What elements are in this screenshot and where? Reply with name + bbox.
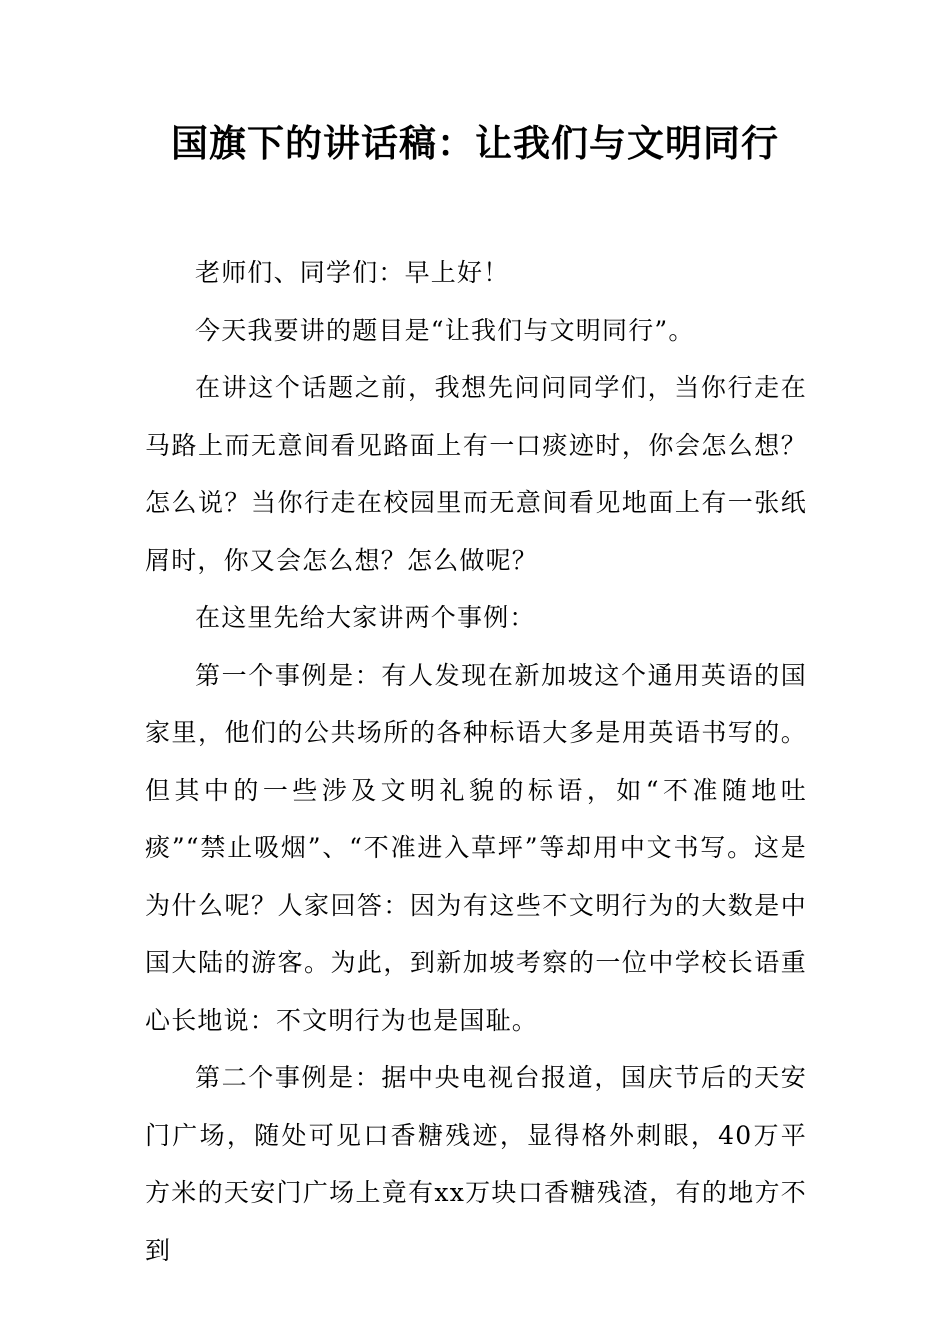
paragraph-question: 在讲这个话题之前，我想先问问同学们，当你行走在马路上而无意间看见路面上有一口痰迹时，你会怎么想？怎么说？当你行走在校园里而无意间看见地面上有一张纸屑时，你又会怎么想？怎么做呢？ bbox=[145, 373, 807, 575]
paragraph-topic: 今天我要讲的题目是“让我们与文明同行”。 bbox=[195, 315, 695, 345]
paragraph-example-one: 第一个事例是：有人发现在新加坡这个通用英语的国家里，他们的公共场所的各种标语大多是用英语书写的。但其中的一些涉及文明礼貌的标语，如“不准随地吐痰”“禁止吸烟”、“不准进入草坪”等却用中文书写。这是为什么呢？人家回答：因为有这些不文明行为的大数是中国大陆的游客。为此，到新加坡考察的一位中学校长语重心长地说：不文明行为也是国耻。 bbox=[145, 660, 807, 1035]
paragraph-greeting: 老师们、同学们：早上好！ bbox=[195, 258, 510, 287]
paragraph-intro-examples: 在这里先给大家讲两个事例： bbox=[195, 603, 536, 632]
paragraph-example-two: 第二个事例是：据中央电视台报道，国庆节后的天安门广场，随处可见口香糖残迹，显得格外刺眼，40万平方米的天安门广场上竟有xx万块口香糖残渣，有的地方不到 bbox=[145, 1063, 807, 1265]
document-body bbox=[145, 244, 807, 1279]
document-title: 国旗下的讲话稿：让我们与文明同行 bbox=[171, 122, 779, 165]
